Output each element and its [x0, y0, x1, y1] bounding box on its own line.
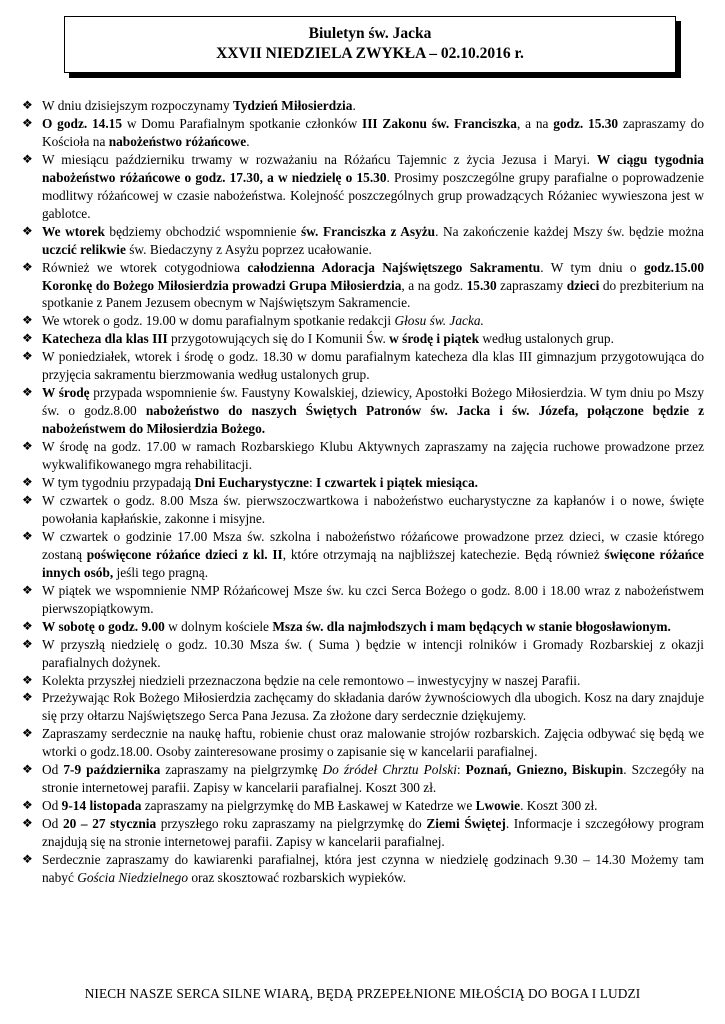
announcement-item: [22, 223, 704, 259]
diamond-bullet-icon: ❖: [22, 349, 33, 364]
announcement-text: W ciągu tygodnia nabożeństwo różańcowe o godz. 17.30, a w niedzielę o 15.30: [42, 151, 704, 185]
announcement-text: w środę i piątek: [389, 331, 480, 347]
diamond-bullet-icon: ❖: [22, 726, 33, 741]
announcement-text: We wtorek o godz. 19.00 w domu parafialnym spotkanie redakcji: [42, 313, 395, 329]
announcement-item: [22, 636, 704, 672]
announcement-text: Głosu św. Jacka.: [394, 313, 484, 329]
announcement-text: dzieci: [566, 277, 600, 293]
announcement-text: godz. 15.30: [553, 115, 619, 131]
announcement-item: [22, 761, 704, 797]
announcement-text: Poznań, Gniezno, Biskupin: [465, 762, 624, 778]
announcement-text: , a na: [516, 115, 554, 131]
announcement-text: Kolekta przyszłej niedzieli przeznaczona będzie na cele remontowo – inwestycyjny w naszej Parafii.: [42, 672, 581, 688]
announcement-text: , które otrzymają na najbliższej katechezie. Będą również: [282, 546, 605, 562]
diamond-bullet-icon: ❖: [22, 475, 33, 490]
diamond-bullet-icon: ❖: [22, 223, 33, 238]
bulletin-subtitle: XXVII NIEDZIELA ZWYKŁA – 02.10.2016 r.: [216, 45, 524, 62]
announcement-text: zapraszamy na pielgrzymkę: [160, 762, 323, 778]
announcement-item: [22, 115, 704, 151]
announcement-text: Msza św. dla najmłodszych i mam będących w stanie błogosławionym.: [272, 618, 671, 634]
diamond-bullet-icon: ❖: [22, 151, 33, 166]
announcement-text: Od: [42, 816, 63, 832]
diamond-bullet-icon: ❖: [22, 331, 33, 346]
announcement-text: poświęcone różańce dzieci z kl. II: [86, 546, 283, 562]
announcement-text: . W tym dniu o: [540, 259, 644, 275]
announcement-item: [22, 672, 704, 690]
announcement-item: [22, 797, 704, 815]
announcement-text: Katecheza dla klas III: [42, 331, 168, 347]
announcement-text: W czwartek o godz. 8.00 Msza św. pierwszoczwartkowa i nabożeństwo eucharystyczne za kapłanów i o nowe, święte powołania kapłańskie, zakonne i misyjne.: [42, 492, 704, 526]
announcement-text: Ziemi Świętej: [426, 816, 506, 832]
announcement-text: godz.15.00 Koronkę do Bożego Miłosierdzia prowadzi Grupa Miłosierdzia: [42, 259, 704, 293]
announcement-text: . Prosimy poszczególne grupy parafialne o poprowadzenie modlitwy różańcowej w czasie nabożeństwa. Kolejność poszczególnych grup prowadzących Różaniec wywieszona jest w gablotce.: [42, 169, 704, 221]
announcement-text: zapraszamy: [496, 277, 567, 293]
announcement-text: .: [352, 98, 356, 113]
announcement-text: przypada wspomnienie św. Faustyny Kowalskiej, dziewicy, Apostołki Bożego Miłosierdzia. W tym dniu po Mszy św. o godz.8.00: [42, 385, 704, 419]
announcement-text: Zapraszamy serdecznie na naukę haftu, robienie chust oraz malowanie strojów rozbarskich. Zajęcia odbywać się będą we wtorki o godz.18.00. Osoby zainteresowane prosimy o zapisanie się w kancelarii parafialnej.: [42, 726, 704, 760]
diamond-bullet-icon: ❖: [22, 528, 33, 543]
diamond-bullet-icon: ❖: [22, 816, 33, 831]
diamond-bullet-icon: ❖: [22, 98, 33, 112]
announcement-text: W miesiącu październiku trwamy w rozważaniu na Różańcu Tajemnic z życia Jezusa i Maryi.: [42, 151, 597, 167]
announcement-text: W sobotę o godz. 9.00: [42, 618, 165, 634]
announcement-item: [22, 815, 704, 851]
announcement-text: W środę na godz. 17.00 w ramach Rozbarskiego Klubu Aktywnych zapraszamy na zajęcia ruchowe prowadzone przez wykwalifikowanego mgra rehabilitacji.: [42, 439, 704, 473]
announcement-text: W poniedziałek, wtorek i środę o godz. 18.30 w domu parafialnym katecheza dla klas III gimnazjum przygotowująca do przyjęcia sakramentu bierzmowania według ustalonych grup.: [42, 349, 704, 383]
announcement-item: [22, 348, 704, 384]
announcement-item: [22, 151, 704, 223]
announcement-item: [22, 492, 704, 528]
announcement-text: oraz skosztować rozbarskich wypieków.: [188, 869, 407, 885]
announcement-item: [22, 384, 704, 438]
announcement-item: [22, 618, 704, 636]
diamond-bullet-icon: ❖: [22, 762, 33, 777]
announcement-text: zapraszamy na pielgrzymkę do MB Łaskawej w Katedrze we: [141, 798, 476, 814]
announcement-text: jeśli tego pragną.: [113, 564, 209, 580]
diamond-bullet-icon: ❖: [22, 636, 33, 651]
announcement-item: [22, 689, 704, 725]
diamond-bullet-icon: ❖: [22, 492, 33, 507]
announcement-text: w Domu Parafialnym spotkanie członków: [122, 115, 363, 131]
diamond-bullet-icon: ❖: [22, 259, 33, 274]
announcement-text: zapraszamy do Kościoła na: [42, 115, 704, 149]
announcement-text: . Informacje i szczegółowy program znajdują się na stronie internetowej parafii. Zapisy w kancelarii parafialnej.: [42, 816, 705, 850]
announcement-item: [22, 259, 704, 313]
announcement-text: :: [456, 762, 466, 778]
diamond-bullet-icon: ❖: [22, 672, 33, 687]
announcement-text: nabożeństwo do naszych Świętych Patronów św. Jacka i św. Józefa, połączone będzie z nabożeństwem do Miłosierdzia Bożego.: [42, 403, 704, 437]
announcement-text: I czwartek i piątek miesiąca.: [316, 475, 478, 491]
diamond-bullet-icon: ❖: [22, 385, 33, 400]
footer-motto: NIECH NASZE SERCA SILNE WIARĄ, BĘDĄ PRZEPEŁNIONE MIŁOŚCIĄ DO BOGA I LUDZI: [84, 986, 641, 1001]
bulletin-title: Biuletyn św. Jacka: [308, 25, 432, 42]
announcement-item: [22, 528, 704, 582]
announcement-text: . Koszt 300 zł.: [520, 798, 598, 814]
announcement-text: W tym tygodniu przypadają: [42, 475, 195, 491]
announcement-text: będziemy obchodzić wspomnienie: [104, 223, 301, 239]
announcement-text: Do źródeł Chrztu Polski: [322, 762, 457, 778]
announcement-text: 15.30: [466, 277, 497, 293]
announcement-text: . Na zakończenie każdej Mszy św. będzie można: [435, 223, 704, 239]
announcement-text: przygotowujących się do I Komunii Św.: [167, 331, 390, 347]
announcement-item: [22, 725, 704, 761]
announcement-item: [22, 312, 704, 330]
announcement-text: W środę: [42, 385, 90, 401]
announcement-text: uczcić relikwie: [42, 241, 126, 257]
announcement-text: We wtorek: [42, 223, 105, 239]
announcement-text: Przeżywając Rok Bożego Miłosierdzia zachęcamy do składania darów żywnościowych dla ubogich. Kosz na dary znajduje się przy ołtarzu Najświętszego Serca Pana Jezusa. Za złożone dary serdecznie dziękujemy.: [42, 690, 704, 724]
diamond-bullet-icon: ❖: [22, 582, 33, 597]
announcement-item: [22, 97, 704, 115]
announcement-text: przyszłego roku zapraszamy na pielgrzymkę do: [156, 816, 427, 832]
announcement-text: całodzienna Adoracja Najświętszego Sakramentu: [247, 259, 541, 275]
diamond-bullet-icon: ❖: [22, 313, 33, 328]
announcement-item: [22, 851, 704, 887]
announcement-text: św. Biedaczyny z Asyżu poprzez ucałowanie.: [125, 241, 372, 257]
announcement-item: [22, 438, 704, 474]
announcements-list: [22, 97, 704, 887]
announcement-text: . Szczegóły na stronie internetowej parafii. Zapisy w kancelarii parafialnej. Koszt 300 zł.: [42, 762, 705, 796]
announcement-item: [22, 474, 704, 492]
announcement-text: 9-14 listopada: [61, 798, 142, 814]
announcement-text: W piątek we wspomnienie NMP Różańcowej Msze św. ku czci Serca Bożego o godz. 8.00 i 18.00 wraz z nabożeństwem pierwszopiątkowym.: [42, 582, 704, 616]
header-box: [64, 16, 676, 73]
announcement-text: Od: [42, 798, 62, 814]
announcement-text: Od: [42, 762, 64, 778]
announcement-text: według ustalonych grup.: [479, 331, 614, 347]
announcement-text: święcone różańce innych osób,: [42, 546, 704, 580]
announcement-text: do prezbiterium na spotkanie z Panem Jezusem obecnym w Najświętszym Sakramencie.: [42, 277, 704, 311]
announcement-text: O godz. 14.15: [42, 115, 123, 131]
diamond-bullet-icon: ❖: [22, 852, 33, 867]
announcement-text: W dniu dzisiejszym rozpoczynamy: [42, 98, 233, 113]
diamond-bullet-icon: ❖: [22, 439, 33, 454]
announcement-text: :: [308, 475, 317, 491]
diamond-bullet-icon: ❖: [22, 618, 33, 633]
announcement-text: .: [246, 133, 250, 149]
announcement-text: W czwartek o godzinie 17.00 Msza św. szkolna i nabożeństwo różańcowe prowadzone przez dzieci, w czasie którego zostaną: [42, 528, 704, 562]
announcement-text: Dni Eucharystyczne: [194, 475, 309, 491]
announcement-text: św. Franciszka z Asyżu: [300, 223, 436, 239]
announcement-text: Tydzień Miłosierdzia: [232, 98, 353, 113]
announcement-item: [22, 330, 704, 348]
announcement-text: 20 – 27 stycznia: [62, 816, 157, 832]
diamond-bullet-icon: ❖: [22, 115, 33, 130]
announcement-text: nabożeństwo różańcowe: [108, 133, 247, 149]
announcement-text: Serdecznie zapraszamy do kawiarenki parafialnej, która jest czynna w niedzielę godzinach 9.30 – 14.30 Możemy tam nabyć: [42, 852, 704, 885]
diamond-bullet-icon: ❖: [22, 690, 33, 705]
announcement-text: 7-9 października: [63, 762, 161, 778]
announcement-text: III Zakonu św. Franciszka: [362, 115, 517, 131]
announcement-text: Gościa Niedzielnego: [77, 869, 189, 885]
announcement-text: W przyszłą niedzielę o godz. 10.30 Msza św. ( Suma ) będzie w intencji rolników i Gromady Rozbarskiej z okazji parafialnych dożynek.: [42, 636, 704, 670]
announcement-item: [22, 582, 704, 618]
announcement-text: Również we wtorek cotygodniowa: [42, 259, 248, 275]
announcement-text: w dolnym kościele: [164, 618, 273, 634]
diamond-bullet-icon: ❖: [22, 798, 33, 813]
announcement-text: Lwowie: [475, 798, 521, 814]
announcement-text: , a na godz.: [401, 277, 467, 293]
